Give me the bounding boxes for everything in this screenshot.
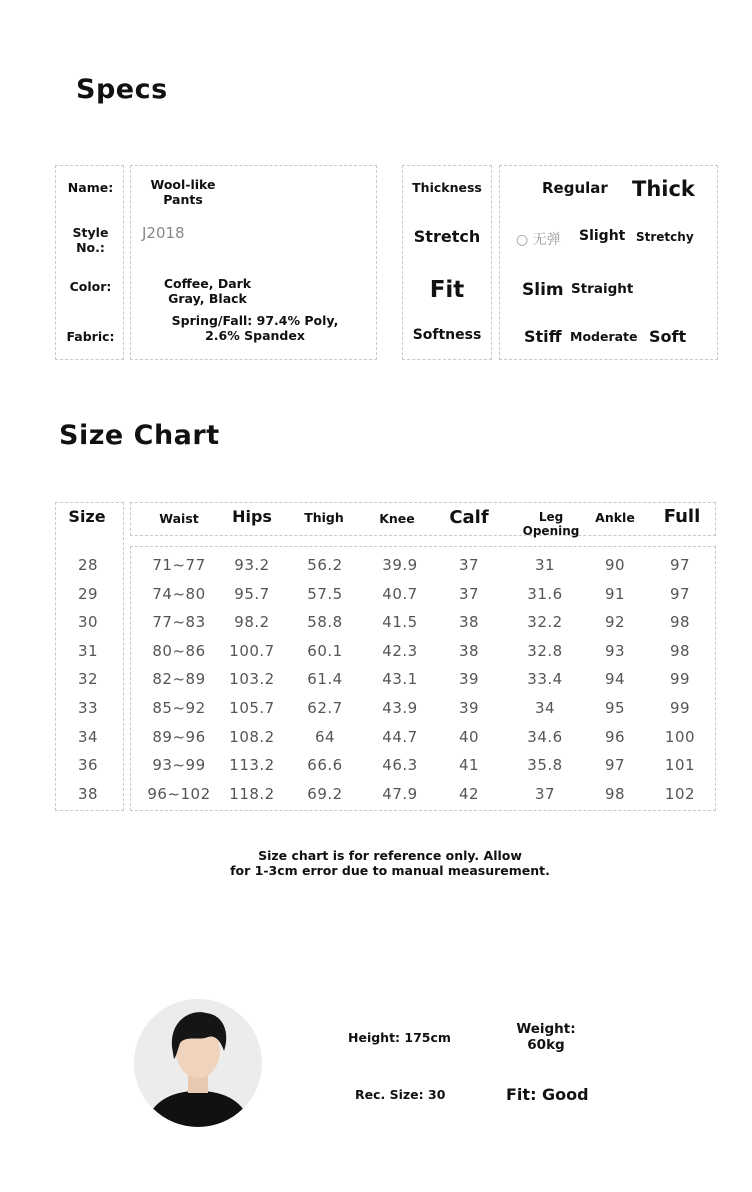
header-thigh: Thigh <box>304 510 344 525</box>
measurement-cell: 41 <box>458 756 480 775</box>
measurement-cell: 93 <box>604 641 626 660</box>
spec-value-color: Coffee, Dark Gray, Black <box>163 276 252 306</box>
attr-label-softness: Softness <box>412 327 482 343</box>
measurement-cell: 93.2 <box>234 556 270 574</box>
attr-label-fit: Fit <box>429 277 465 303</box>
measurement-cell: 101 <box>664 756 696 775</box>
measurement-cell: 85~92 <box>152 699 206 717</box>
measurement-cell: 113.2 <box>229 756 275 775</box>
measurement-cell: 93~99 <box>152 756 206 775</box>
measurement-cell: 43.9 <box>382 699 418 717</box>
measurement-cell: 64 <box>314 727 336 746</box>
measurement-cell: 94 <box>604 670 626 689</box>
measurement-cell: 96 <box>604 727 626 746</box>
measurement-cell: 31.6 <box>527 584 563 603</box>
measurement-cell: 38 <box>458 613 480 632</box>
measurement-cell: 62.7 <box>307 699 343 717</box>
measurement-cell: 98 <box>669 613 691 632</box>
measurement-cell: 82~89 <box>152 670 206 689</box>
size-cell: 31 <box>77 641 99 660</box>
measurement-cell: 38 <box>458 641 480 660</box>
specs-title: Specs <box>76 74 168 105</box>
measurement-cell: 33.4 <box>527 670 563 689</box>
measurement-cell: 71~77 <box>152 556 206 574</box>
measurement-cell: 40 <box>458 727 480 746</box>
measurement-cell: 41.5 <box>382 613 418 632</box>
measurement-cell: 61.4 <box>307 670 343 689</box>
measurement-cell: 118.2 <box>229 784 275 803</box>
measurement-cell: 98 <box>669 641 691 660</box>
header-leg-opening: Leg Opening <box>522 510 580 538</box>
size-cell: 36 <box>77 756 99 775</box>
header-full: Full <box>663 506 701 527</box>
spec-label-style: Style No.: <box>72 225 109 255</box>
measurement-cell: 97 <box>669 556 691 574</box>
header-ankle: Ankle <box>595 510 635 525</box>
option-slight: Slight <box>579 228 626 244</box>
measurement-cell: 32.8 <box>527 641 563 660</box>
spec-label-color: Color: <box>69 279 112 294</box>
spec-value-fabric: Spring/Fall: 97.4% Poly, 2.6% Spandex <box>171 313 339 343</box>
option-thick: Thick <box>632 177 695 201</box>
header-hips: Hips <box>232 507 272 526</box>
measurement-cell: 97 <box>604 756 626 775</box>
size-cell: 28 <box>77 556 99 574</box>
measurement-cell: 77~83 <box>152 613 206 632</box>
measurement-cell: 34 <box>534 699 556 717</box>
attr-label-stretch: Stretch <box>413 227 481 246</box>
measurement-cell: 32.2 <box>527 613 563 632</box>
measurement-cell: 74~80 <box>152 584 206 603</box>
measurement-cell: 90 <box>604 556 626 574</box>
size-cell: 38 <box>77 784 99 803</box>
measurement-cell: 57.5 <box>307 584 343 603</box>
option-straight: Straight <box>571 281 634 297</box>
person-photo-icon <box>134 999 262 1127</box>
header-knee: Knee <box>379 511 415 526</box>
measurement-cell: 100.7 <box>229 641 275 660</box>
measurement-cell: 42 <box>458 784 480 803</box>
measurement-cell: 39.9 <box>382 556 418 574</box>
measurement-cell: 103.2 <box>229 670 275 689</box>
measurement-cell: 102 <box>664 784 696 803</box>
measurement-cell: 108.2 <box>229 727 275 746</box>
option-slim: Slim <box>522 280 564 300</box>
measurement-cell: 98 <box>604 784 626 803</box>
measurement-cell: 37 <box>534 784 556 803</box>
measurement-cell: 95 <box>604 699 626 717</box>
option-moderate: Moderate <box>570 329 638 344</box>
header-waist: Waist <box>159 511 199 526</box>
measurement-cell: 96~102 <box>147 784 211 803</box>
measurement-cell: 47.9 <box>382 784 418 803</box>
spec-label-fabric: Fabric: <box>66 329 115 344</box>
measurement-cell: 100 <box>664 727 696 746</box>
measurement-cell: 95.7 <box>234 584 270 603</box>
size-cell: 34 <box>77 727 99 746</box>
option-no-stretch: ○ 无弹 <box>516 232 561 248</box>
model-fit: Fit: Good <box>506 1085 589 1104</box>
measurement-cell: 46.3 <box>382 756 418 775</box>
spec-value-style: J2018 <box>142 224 185 242</box>
measurement-cell: 37 <box>458 584 480 603</box>
size-cell: 30 <box>77 613 99 632</box>
size-cell: 29 <box>77 584 99 603</box>
measurement-cell: 97 <box>669 584 691 603</box>
model-weight: Weight: 60kg <box>516 1021 576 1053</box>
header-size: Size <box>68 507 106 526</box>
size-cell: 32 <box>77 670 99 689</box>
measurement-cell: 92 <box>604 613 626 632</box>
option-soft: Soft <box>649 327 687 346</box>
model-height: Height: 175cm <box>348 1030 451 1045</box>
measurement-cell: 69.2 <box>307 784 343 803</box>
data-rows-box <box>130 546 716 811</box>
measurement-cell: 99 <box>669 699 691 717</box>
measurement-cell: 105.7 <box>229 699 275 717</box>
measurement-cell: 35.8 <box>527 756 563 775</box>
measurement-cell: 31 <box>534 556 556 574</box>
measurement-cell: 80~86 <box>152 641 206 660</box>
spec-label-name: Name: <box>67 180 114 195</box>
measurement-cell: 98.2 <box>234 613 270 632</box>
measurement-cell: 44.7 <box>382 727 418 746</box>
measurement-cell: 40.7 <box>382 584 418 603</box>
header-calf: Calf <box>449 507 489 528</box>
model-rec-size: Rec. Size: 30 <box>355 1087 446 1102</box>
measurement-cell: 91 <box>604 584 626 603</box>
option-stretchy: Stretchy <box>636 230 694 244</box>
measurement-cell: 60.1 <box>307 641 343 660</box>
option-regular: Regular <box>542 179 608 197</box>
option-stiff: Stiff <box>524 327 562 346</box>
measurement-cell: 42.3 <box>382 641 418 660</box>
measurement-cell: 56.2 <box>307 556 343 574</box>
size-chart-note: Size chart is for reference only. Allow for 1-3cm error due to manual measurement. <box>230 848 550 878</box>
measurement-cell: 37 <box>458 556 480 574</box>
measurement-cell: 34.6 <box>527 727 563 746</box>
model-avatar <box>134 999 262 1127</box>
size-cell: 33 <box>77 699 99 717</box>
measurement-cell: 39 <box>458 699 480 717</box>
measurement-cell: 66.6 <box>307 756 343 775</box>
measurement-cell: 58.8 <box>307 613 343 632</box>
measurement-cell: 43.1 <box>382 670 418 689</box>
measurement-cell: 39 <box>458 670 480 689</box>
attr-label-thickness: Thickness <box>412 180 482 195</box>
spec-value-name: Wool-like Pants <box>150 177 216 207</box>
measurement-cell: 89~96 <box>152 727 206 746</box>
measurement-cell: 99 <box>669 670 691 689</box>
size-chart-title: Size Chart <box>59 420 220 451</box>
